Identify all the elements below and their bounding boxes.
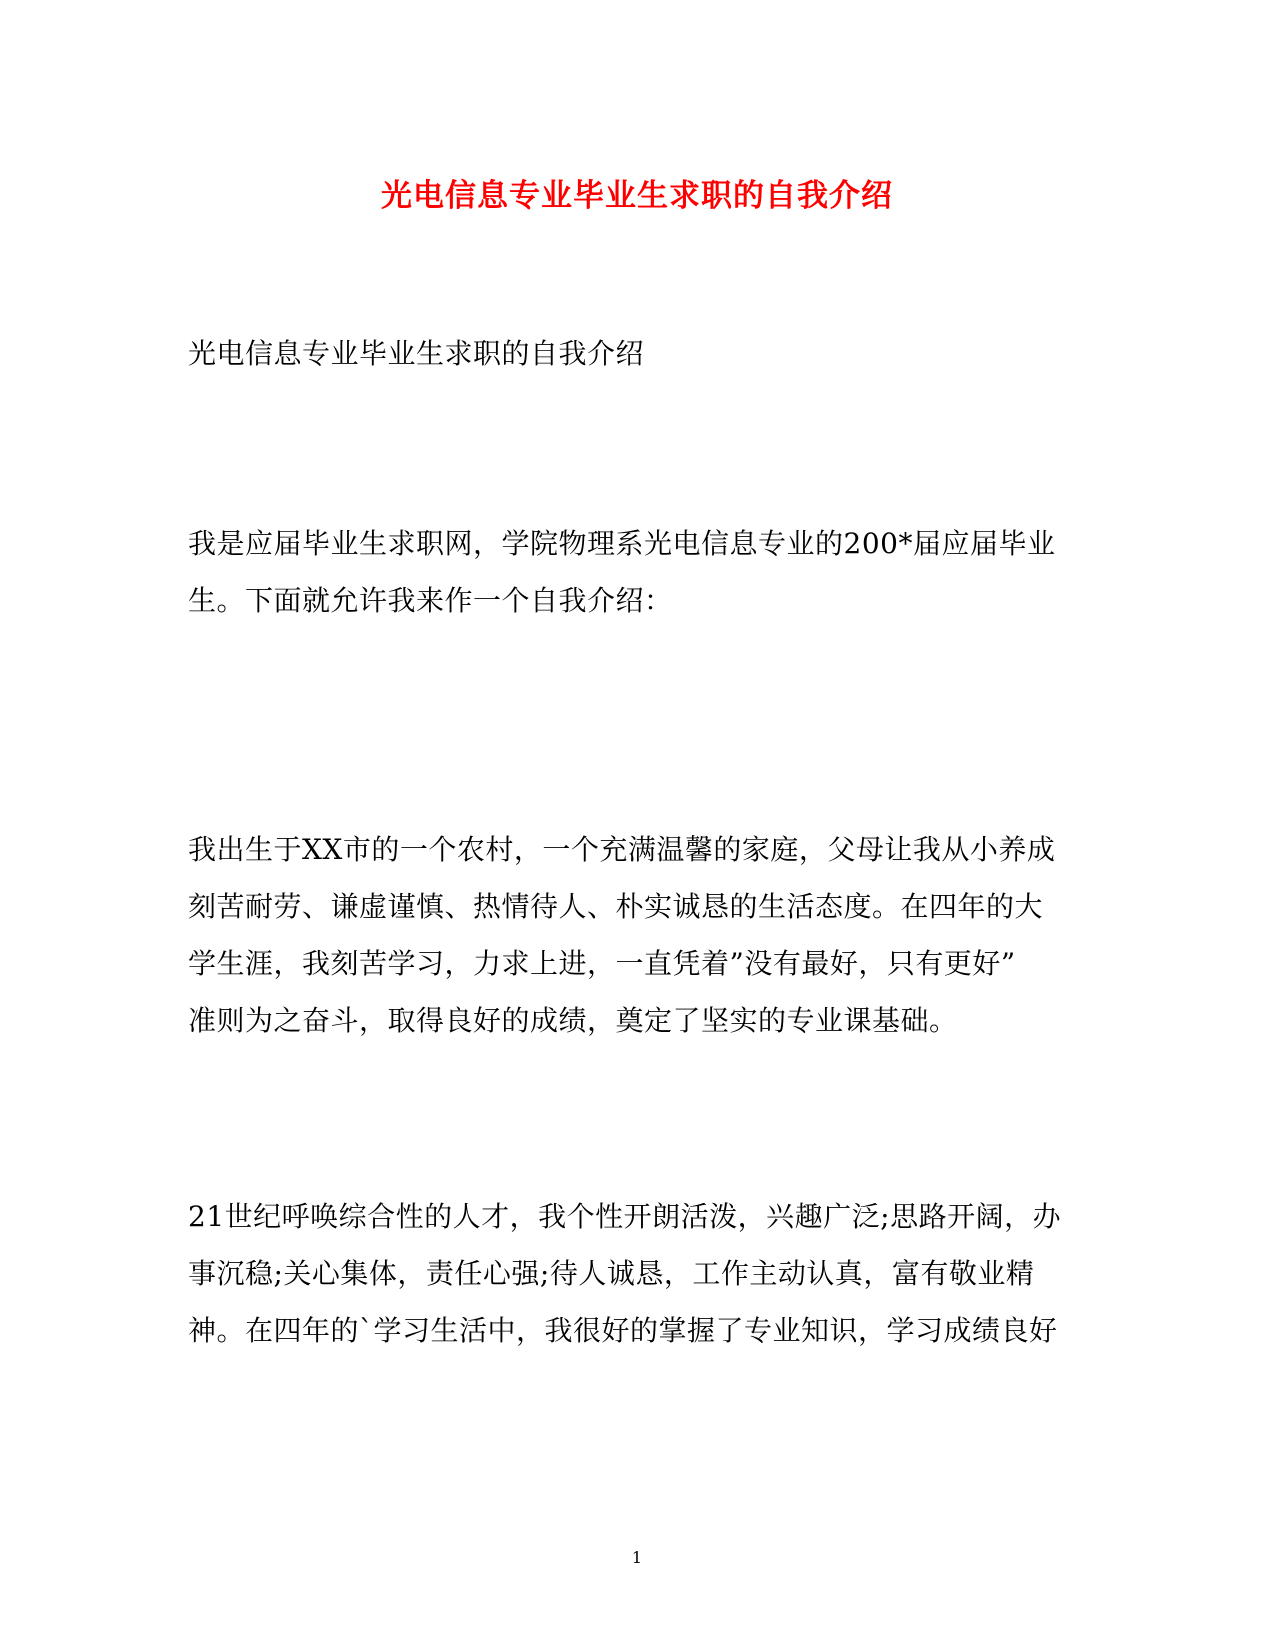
document-title: 光电信息专业毕业生求职的自我介绍 (381, 178, 893, 214)
paragraph-line: 神。在四年的`学习生活中，我很好的掌握了专业知识，学习成绩良好 (188, 1314, 1058, 1347)
paragraph-line: 我出生于XX市的一个农村，一个充满温馨的家庭，父母让我从小养成 (188, 833, 1056, 866)
paragraph-line: 学生涯，我刻苦学习，力求上进，一直凭着”没有最好，只有更好” (188, 947, 1016, 980)
paragraph-line: 刻苦耐劳、谦虚谨慎、热情待人、朴实诚恳的生活态度。在四年的大 (188, 890, 1044, 923)
document-subtitle: 光电信息专业毕业生求职的自我介绍 (188, 337, 645, 370)
paragraph-line: 准则为之奋斗，取得良好的成绩，奠定了坚实的专业课基础。 (188, 1004, 958, 1037)
paragraph-line: 生。下面就允许我来作一个自我介绍： (188, 584, 673, 617)
page-number: 1 (631, 1548, 643, 1567)
paragraph-line: 21世纪呼唤综合性的人才，我个性开朗活泼，兴趣广泛;思路开阔，办 (188, 1200, 1062, 1233)
paragraph-line: 事沉稳;关心集体，责任心强;待人诚恳，工作主动认真，富有敬业精 (188, 1257, 1035, 1290)
paragraph-line: 我是应届毕业生求职网，学院物理系光电信息专业的200*届应届毕业 (188, 527, 1056, 560)
